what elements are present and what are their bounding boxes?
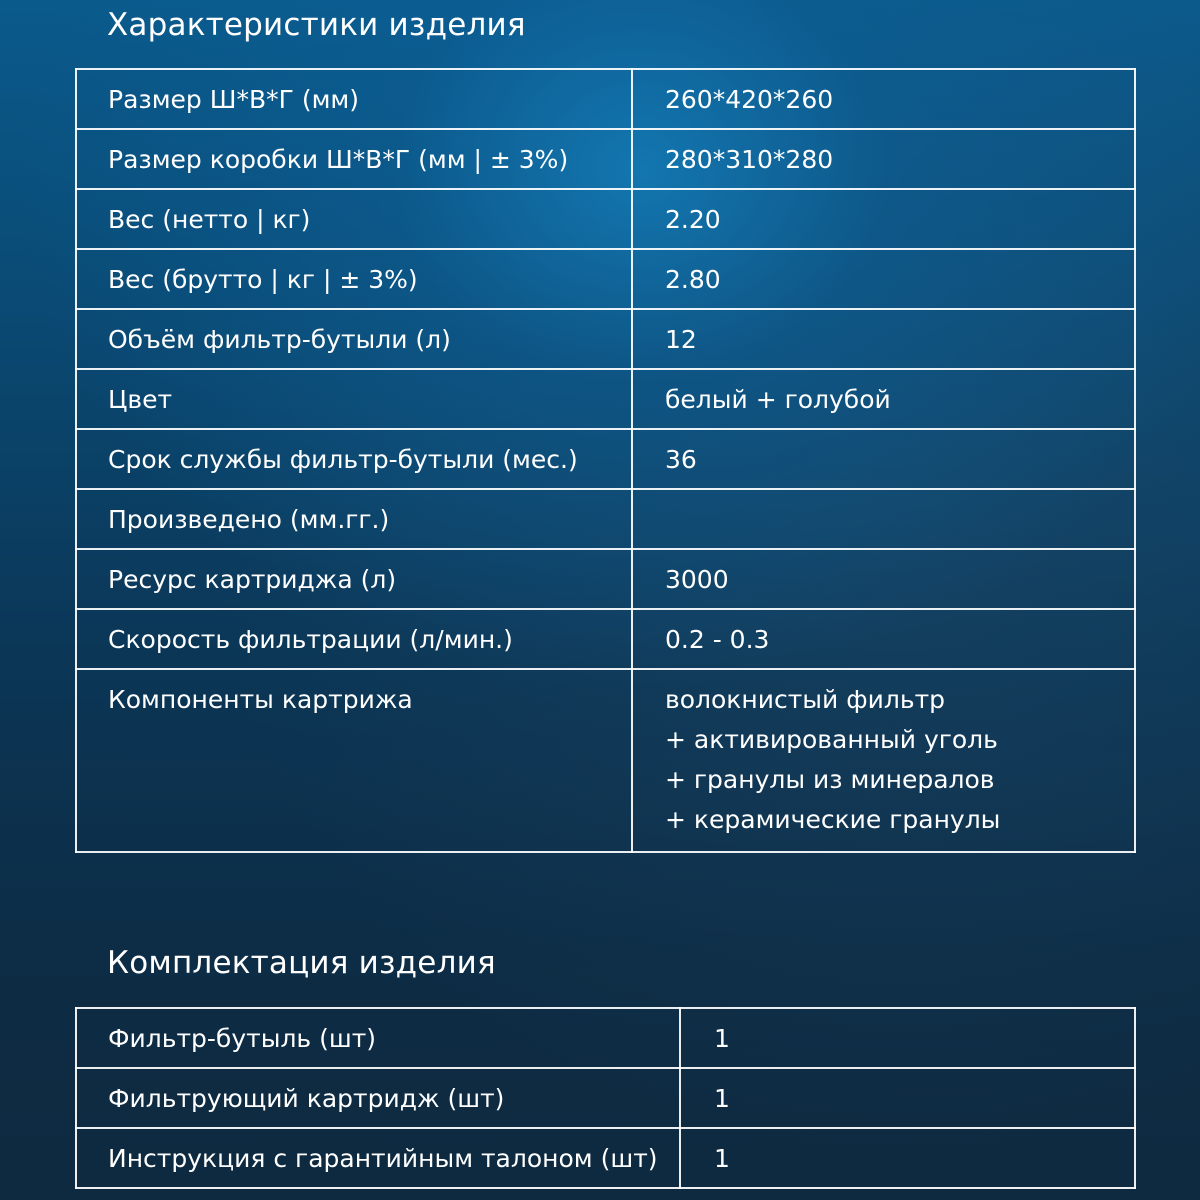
table-row [76, 369, 1135, 429]
spec-value: 2.80 [665, 265, 721, 294]
table-row [76, 249, 1135, 309]
spec-value-cell [632, 249, 1135, 309]
spec-value: 12 [665, 325, 697, 354]
kit-value: 1 [714, 1084, 730, 1113]
spec-value [633, 490, 1134, 500]
components-list [633, 670, 1134, 840]
table-row [76, 429, 1135, 489]
spec-label: Вес (нетто | кг) [108, 205, 311, 234]
spec-label-cell [76, 129, 632, 189]
kit-label-cell [76, 1008, 680, 1068]
spec-value-cell [632, 129, 1135, 189]
table-row [76, 309, 1135, 369]
kit-label: Фильтр-бутыль (шт) [108, 1024, 377, 1053]
component-item: + гранулы из минералов [665, 765, 995, 794]
kit-table [75, 1007, 1136, 1189]
kit-value-cell [680, 1128, 1135, 1188]
table-row [76, 489, 1135, 549]
component-item: волокнистый фильтр [665, 685, 946, 714]
spec-value-cell [632, 429, 1135, 489]
kit-value-cell [680, 1008, 1135, 1068]
spec-value-cell [632, 309, 1135, 369]
spec-value-cell [632, 489, 1135, 549]
spec-value: 3000 [665, 565, 729, 594]
table-row [76, 189, 1135, 249]
spec-label: Вес (брутто | кг | ± 3%) [108, 265, 418, 294]
table-row [76, 1128, 1135, 1188]
kit-value: 1 [714, 1144, 730, 1173]
spec-value-cell [632, 369, 1135, 429]
kit-value: 1 [714, 1024, 730, 1053]
spec-label: Цвет [108, 385, 173, 414]
spec-value-cell [632, 609, 1135, 669]
spec-label-cell [76, 429, 632, 489]
spec-label-cell [76, 549, 632, 609]
spec-value: 260*420*260 [665, 85, 834, 114]
spec-value: 2.20 [665, 205, 721, 234]
specs-table [75, 68, 1136, 853]
spec-label: Произведено (мм.гг.) [108, 505, 390, 534]
spec-label-cell [76, 369, 632, 429]
table-row [76, 609, 1135, 669]
spec-label: Размер Ш*В*Г (мм) [108, 85, 360, 114]
specs-section-title: Характеристики изделия [107, 7, 526, 43]
table-row [76, 1008, 1135, 1068]
components-label: Компоненты картрижа [108, 685, 413, 714]
spec-label: Ресурс картриджа (л) [108, 565, 397, 594]
kit-label: Инструкция с гарантийным талоном (шт) [108, 1144, 658, 1173]
spec-label-cell [76, 489, 632, 549]
spec-label-cell [76, 609, 632, 669]
table-row [76, 129, 1135, 189]
spec-label: Размер коробки Ш*В*Г (мм | ± 3%) [108, 145, 569, 174]
kit-label-cell [76, 1068, 680, 1128]
table-row [76, 69, 1135, 129]
kit-label: Фильтрующий картридж (шт) [108, 1084, 505, 1113]
spec-value-cell [632, 669, 1135, 852]
spec-label: Объём фильтр-бутыли (л) [108, 325, 451, 354]
component-item: + керамические гранулы [665, 805, 1001, 834]
kit-label-cell [76, 1128, 680, 1188]
spec-value: 280*310*280 [665, 145, 834, 174]
spec-label-cell [76, 249, 632, 309]
kit-value-cell [680, 1068, 1135, 1128]
spec-value: белый + голубой [665, 385, 891, 414]
spec-label-cell [76, 309, 632, 369]
spec-label-cell [76, 69, 632, 129]
spec-label: Срок службы фильтр-бутыли (мес.) [108, 445, 578, 474]
spec-value-cell [632, 189, 1135, 249]
component-item: + активированный уголь [665, 725, 998, 754]
spec-label-cell [76, 189, 632, 249]
spec-label-cell [76, 669, 632, 852]
table-row-components [76, 669, 1135, 852]
table-row [76, 549, 1135, 609]
spec-value-cell [632, 549, 1135, 609]
spec-value-cell [632, 69, 1135, 129]
spec-label: Скорость фильтрации (л/мин.) [108, 625, 513, 654]
spec-value: 0.2 - 0.3 [665, 625, 770, 654]
kit-section-title: Комплектация изделия [107, 945, 496, 981]
spec-value: 36 [665, 445, 697, 474]
table-row [76, 1068, 1135, 1128]
